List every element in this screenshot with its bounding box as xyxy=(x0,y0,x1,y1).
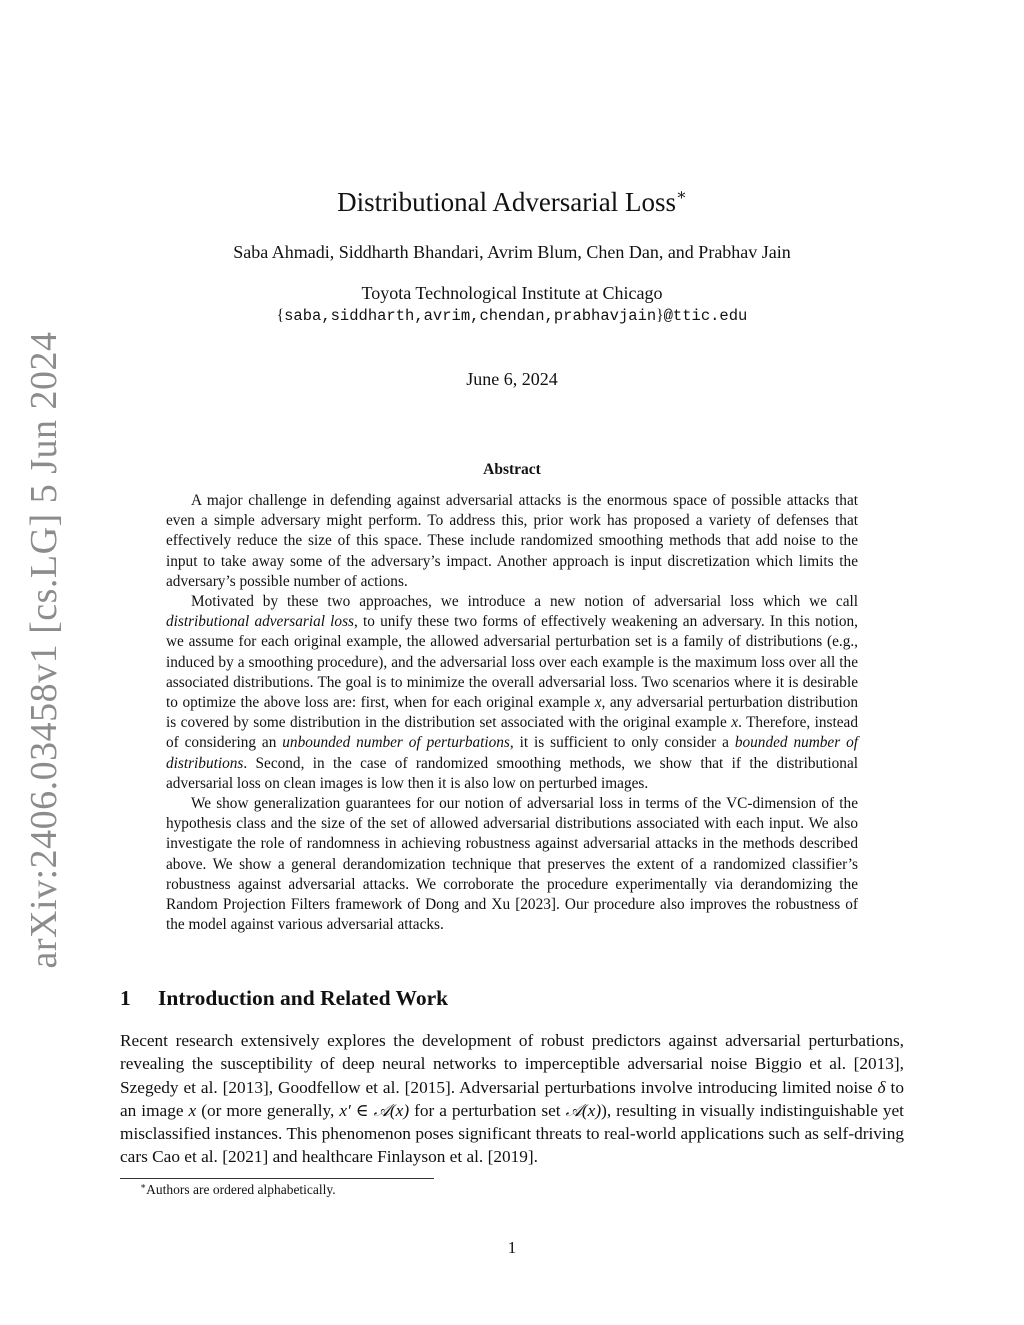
footnote: ∗Authors are ordered alphabetically. xyxy=(140,1181,336,1197)
affiliation: Toyota Technological Institute at Chicago xyxy=(361,283,663,303)
introduction-body xyxy=(120,1029,904,1169)
section-heading xyxy=(120,984,448,1012)
title-block xyxy=(0,184,1024,391)
abstract-heading: Abstract xyxy=(483,461,541,478)
intro-paragraph: Recent research extensively explores the development of robust predictors against adversarial perturbations, revealing the susceptibility of deep neural networks to imperceptible adversarial noise Biggio et al. [2013], Szegedy et al. [2013], Goodfellow et al. [2015]. Adversarial perturbations involve introducing limited noise δ to an image x (or more generally, x′ ∈ 𝒜(x) for a perturbation set 𝒜(x)), resulting in visually indistinguishable yet misclassified instances. This phenomenon poses significant threats to real-world applications such as self-driving cars Cao et al. [2021] and healthcare Finlayson et al. [2019]. xyxy=(120,1031,904,1167)
author-emails: {saba,siddharth,avrim,chendan,prabhavjain}@ttic.edu xyxy=(276,307,748,325)
publication-date: June 6, 2024 xyxy=(466,369,558,389)
abstract-paragraph-1: A major challenge in defending against adversarial attacks is the enormous space of possible attacks that even a simple adversary might perform. To address this, prior work has proposed a variety of defenses that effectively reduce the size of this space. These include randomized smoothing methods that add noise to the input to take away some of the adversary’s impact. Another approach is input discretization which limits the adversary’s possible number of actions. xyxy=(166,492,858,590)
author-list: Saba Ahmadi, Siddharth Bhandari, Avrim Blum, Chen Dan, and Prabhav Jain xyxy=(233,242,791,262)
title-footnote-mark: ∗ xyxy=(676,187,687,204)
paper-title: Distributional Adversarial Loss∗ xyxy=(337,187,687,217)
footnote-divider xyxy=(120,1178,434,1179)
section-number: 1 xyxy=(120,986,131,1010)
abstract-paragraph-2: Motivated by these two approaches, we introduce a new notion of adversarial loss which we call distributional adversarial loss, to unify these two forms of effectively weakening an adversary. In this notion, we assume for each original example, the allowed adversarial perturbation set is a family of distributions (e.g., induced by a smoothing procedure), and the adversarial loss over each example is the maximum loss over all the associated distributions. The goal is to minimize the overall adversarial loss. Two scenarios where it is desirable to optimize the above loss are: first, when for each original example x, any adversarial perturbation distribution is covered by some distribution in the distribution set associated with the original example x. Therefore, instead of considering an unbounded number of perturbations, it is sufficient to only consider a bounded number of distributions. Second, in the case of randomized smoothing methods, we show that if the distributional adversarial loss on clean images is low then it is also low on perturbed images. xyxy=(166,593,858,792)
section-title: Introduction and Related Work xyxy=(158,986,449,1010)
page-number: 1 xyxy=(507,1238,517,1257)
abstract-paragraph-3: We show generalization guarantees for our notion of adversarial loss in terms of the VC-dimension of the hypothesis class and the size of the set of allowed adversarial distributions associated with each input. We also investigate the role of randomness in achieving robustness against adversarial attacks in the methods described above. We show a general derandomization technique that preserves the extent of a randomized classifier’s robustness against adversarial attacks. We corroborate the procedure experimentally via derandomizing the Random Projection Filters framework of Dong and Xu [2023]. Our procedure also improves the robustness of the model against various adversarial attacks. xyxy=(166,795,858,934)
arxiv-identifier-stamp: arXiv:2406.03458v1 [cs.LG] 5 Jun 2024 xyxy=(23,331,65,969)
abstract-body xyxy=(166,491,858,935)
